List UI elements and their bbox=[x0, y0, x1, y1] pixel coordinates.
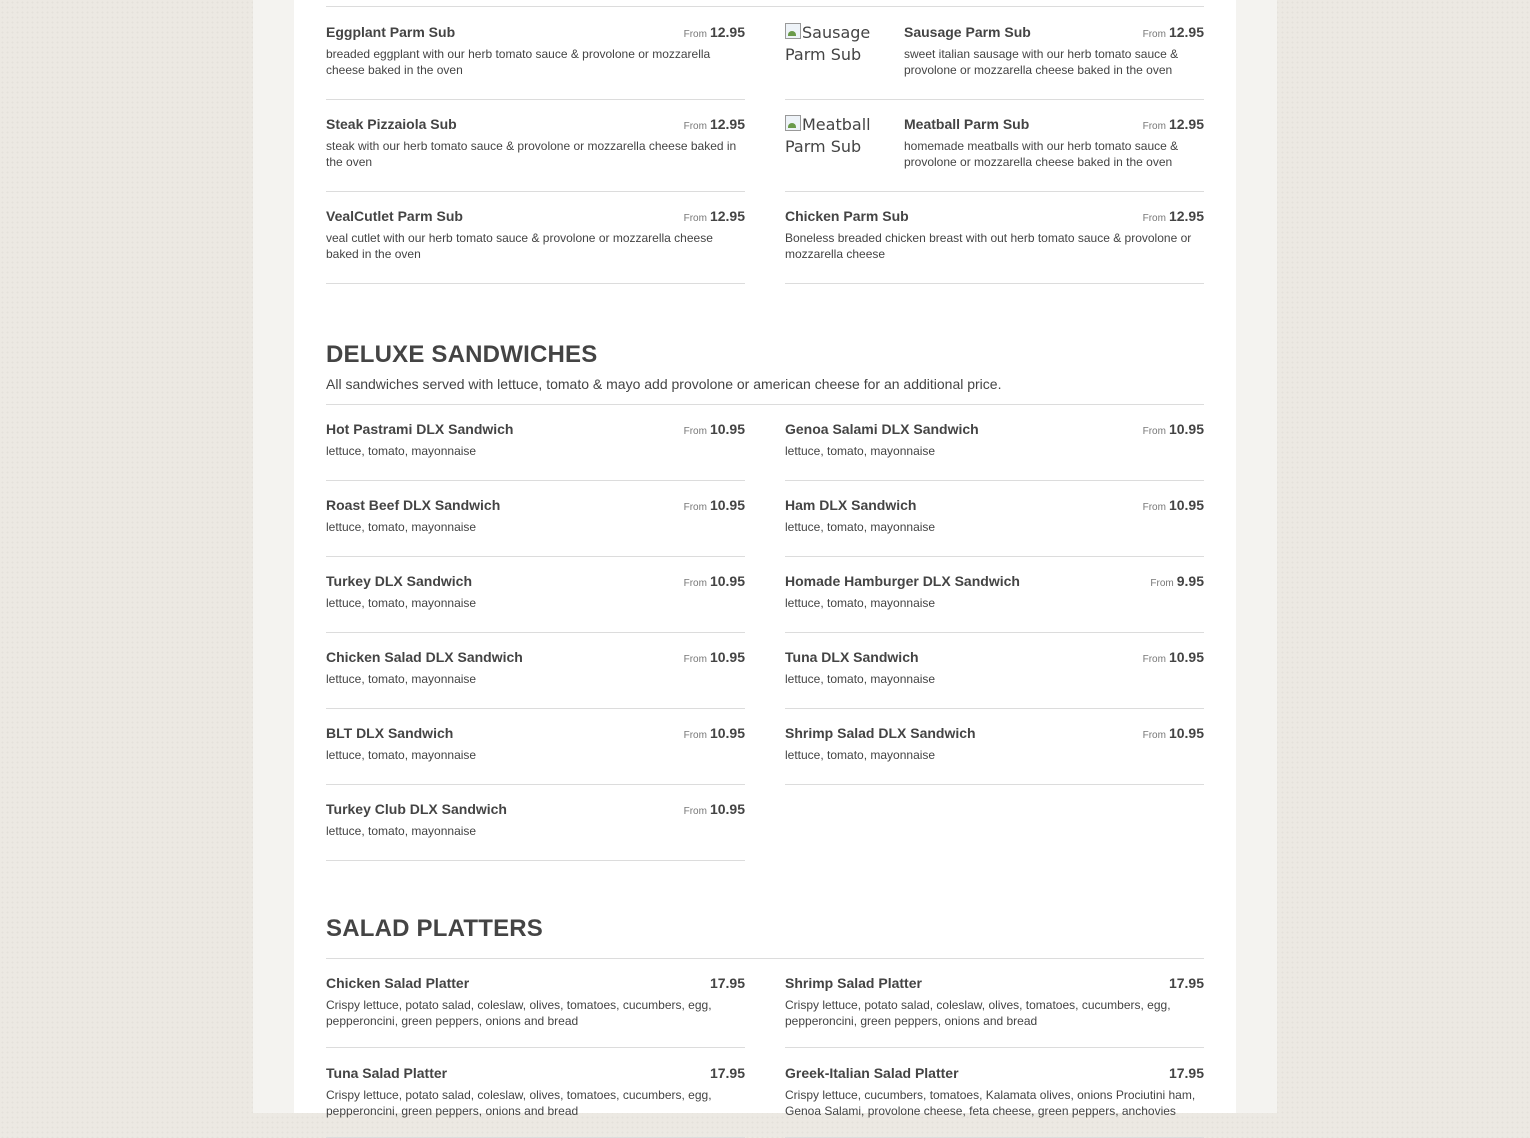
price-value: 9.95 bbox=[1176, 573, 1204, 589]
item-price bbox=[1143, 116, 1204, 132]
subs-right-column bbox=[785, 24, 1204, 284]
price-value: 10.95 bbox=[709, 421, 745, 437]
price-from-label: From bbox=[1142, 426, 1166, 437]
menu-item[interactable] bbox=[326, 573, 745, 633]
item-name: Turkey Club DLX Sandwich bbox=[326, 801, 507, 817]
item-name: Turkey DLX Sandwich bbox=[326, 573, 472, 589]
item-description: lettuce, tomato, mayonnaise bbox=[326, 444, 477, 458]
price-from-label: From bbox=[683, 654, 707, 665]
item-name: Tuna Salad Platter bbox=[326, 1065, 448, 1081]
price-value: 10.95 bbox=[709, 649, 745, 665]
price-from-label: From bbox=[1142, 730, 1166, 741]
item-price bbox=[1143, 208, 1204, 224]
price-value: 10.95 bbox=[1168, 421, 1204, 437]
item-name: Hot Pastrami DLX Sandwich bbox=[326, 421, 514, 437]
price-from-label: From bbox=[683, 806, 707, 817]
divider bbox=[326, 6, 1204, 7]
item-name: Tuna DLX Sandwich bbox=[785, 649, 919, 665]
item-price bbox=[1143, 421, 1204, 437]
item-price bbox=[684, 801, 745, 817]
deluxe-left-column bbox=[326, 421, 745, 861]
item-name: Eggplant Parm Sub bbox=[326, 24, 456, 40]
price-from-label: From bbox=[683, 502, 707, 513]
section-title: DELUXE SANDWICHES bbox=[326, 341, 598, 368]
item-price bbox=[684, 497, 745, 513]
price-from-label: From bbox=[1142, 213, 1166, 224]
item-name: Steak Pizzaiola Sub bbox=[326, 116, 457, 132]
item-name: Roast Beef DLX Sandwich bbox=[326, 497, 501, 513]
price-from-label: From bbox=[683, 426, 707, 437]
item-description: Boneless breaded chicken breast with out herb tomato sauce & provolone or mozzarella cheese bbox=[785, 231, 1192, 261]
item-description: lettuce, tomato, mayonnaise bbox=[785, 748, 936, 762]
broken-image-icon bbox=[785, 115, 801, 131]
price-value: 12.95 bbox=[1168, 24, 1204, 40]
item-description: Crispy lettuce, cucumbers, tomatoes, Kalamata olives, onions Prociutini ham, Genoa Salami, provolone cheese, feta cheese, green peppers, anchovies bbox=[785, 1088, 1196, 1118]
subs-left-column bbox=[326, 24, 745, 284]
image-alt-text: Meatball Parm Sub bbox=[785, 115, 871, 156]
item-price bbox=[710, 975, 745, 991]
item-description: Crispy lettuce, potato salad, coleslaw, olives, tomatoes, cucumbers, egg, pepperoncini, green peppers, onions and bread bbox=[785, 998, 1171, 1028]
image-alt-text: Sausage Parm Sub bbox=[785, 23, 871, 64]
item-name: BLT DLX Sandwich bbox=[326, 725, 454, 741]
item-price bbox=[1143, 725, 1204, 741]
menu-item[interactable] bbox=[785, 573, 1204, 633]
item-name: Meatball Parm Sub bbox=[904, 116, 1030, 132]
item-price bbox=[684, 421, 745, 437]
section-divider bbox=[326, 404, 1204, 405]
item-description: lettuce, tomato, mayonnaise bbox=[326, 824, 477, 838]
menu-item[interactable] bbox=[785, 208, 1204, 284]
item-name: Shrimp Salad Platter bbox=[785, 975, 922, 991]
item-description: sweet italian sausage with our herb tomato sauce & provolone or mozzarella cheese baked in the oven bbox=[904, 47, 1179, 77]
item-name: Chicken Salad DLX Sandwich bbox=[326, 649, 523, 665]
item-description: veal cutlet with our herb tomato sauce & provolone or mozzarella cheese baked in the oven bbox=[326, 231, 713, 261]
broken-image-icon bbox=[785, 23, 801, 39]
menu-item[interactable] bbox=[785, 649, 1204, 709]
menu-item[interactable] bbox=[326, 116, 745, 192]
price-value: 10.95 bbox=[709, 573, 745, 589]
item-name: Greek-Italian Salad Platter bbox=[785, 1065, 959, 1081]
price-value: 12.95 bbox=[709, 116, 745, 132]
item-price bbox=[1143, 497, 1204, 513]
item-name: VealCutlet Parm Sub bbox=[326, 208, 463, 224]
menu-item[interactable] bbox=[326, 1065, 745, 1138]
menu-item[interactable] bbox=[785, 975, 1204, 1048]
price-from-label: From bbox=[683, 213, 707, 224]
menu-item[interactable] bbox=[326, 497, 745, 557]
menu-item[interactable] bbox=[326, 421, 745, 481]
price-from-label: From bbox=[683, 29, 707, 40]
menu-item[interactable] bbox=[326, 975, 745, 1048]
item-description: lettuce, tomato, mayonnaise bbox=[785, 672, 936, 686]
price-value: 12.95 bbox=[709, 24, 745, 40]
item-name: Chicken Salad Platter bbox=[326, 975, 470, 991]
item-image-broken[interactable] bbox=[785, 22, 895, 66]
section-divider bbox=[326, 958, 1204, 959]
item-description: breaded eggplant with our herb tomato sauce & provolone or mozzarella cheese baked in the oven bbox=[326, 47, 711, 77]
item-description: lettuce, tomato, mayonnaise bbox=[785, 444, 936, 458]
item-name: Genoa Salami DLX Sandwich bbox=[785, 421, 979, 437]
platters-left-column bbox=[326, 975, 745, 1138]
item-price bbox=[1143, 24, 1204, 40]
price-value: 17.95 bbox=[709, 975, 745, 991]
menu-item[interactable] bbox=[785, 497, 1204, 557]
price-value: 10.95 bbox=[709, 497, 745, 513]
menu-item[interactable] bbox=[785, 24, 1204, 100]
section-subtitle: All sandwiches served with lettuce, tomato & mayo add provolone or american cheese for an additional price. bbox=[326, 376, 1002, 392]
price-value: 10.95 bbox=[709, 725, 745, 741]
price-from-label: From bbox=[1142, 654, 1166, 665]
item-name: Ham DLX Sandwich bbox=[785, 497, 917, 513]
price-from-label: From bbox=[1142, 29, 1166, 40]
item-price bbox=[1150, 573, 1204, 589]
price-from-label: From bbox=[683, 730, 707, 741]
item-price bbox=[710, 1065, 745, 1081]
price-value: 10.95 bbox=[1168, 649, 1204, 665]
platters-right-column bbox=[785, 975, 1204, 1138]
item-price bbox=[684, 649, 745, 665]
item-image-broken[interactable] bbox=[785, 114, 895, 158]
price-value: 10.95 bbox=[1168, 497, 1204, 513]
price-from-label: From bbox=[1142, 502, 1166, 513]
price-value: 12.95 bbox=[709, 208, 745, 224]
item-description: lettuce, tomato, mayonnaise bbox=[785, 596, 936, 610]
item-description: Crispy lettuce, potato salad, coleslaw, olives, tomatoes, cucumbers, egg, pepperoncini, green peppers, onions and bread bbox=[326, 1088, 712, 1118]
price-from-label: From bbox=[683, 578, 707, 589]
item-description: lettuce, tomato, mayonnaise bbox=[326, 672, 477, 686]
deluxe-right-column bbox=[785, 421, 1204, 785]
menu-item[interactable] bbox=[326, 649, 745, 709]
menu-item[interactable] bbox=[785, 1065, 1204, 1138]
price-value: 12.95 bbox=[1168, 116, 1204, 132]
menu-item[interactable] bbox=[785, 116, 1204, 192]
item-price bbox=[684, 208, 745, 224]
price-value: 17.95 bbox=[1168, 1065, 1204, 1081]
item-price bbox=[684, 573, 745, 589]
price-value: 17.95 bbox=[1168, 975, 1204, 991]
price-value: 12.95 bbox=[1168, 208, 1204, 224]
price-from-label: From bbox=[1142, 121, 1166, 132]
item-name: Shrimp Salad DLX Sandwich bbox=[785, 725, 976, 741]
item-description: lettuce, tomato, mayonnaise bbox=[326, 596, 477, 610]
item-price bbox=[684, 725, 745, 741]
price-value: 10.95 bbox=[709, 801, 745, 817]
menu-item[interactable] bbox=[326, 801, 745, 861]
item-price bbox=[1169, 1065, 1204, 1081]
item-description: lettuce, tomato, mayonnaise bbox=[326, 520, 477, 534]
menu-item[interactable] bbox=[785, 725, 1204, 785]
item-description: homemade meatballs with our herb tomato sauce & provolone or mozzarella cheese baked in the oven bbox=[904, 139, 1179, 169]
item-description: lettuce, tomato, mayonnaise bbox=[785, 520, 936, 534]
menu-item[interactable] bbox=[326, 208, 745, 284]
menu-item[interactable] bbox=[326, 24, 745, 100]
item-description: lettuce, tomato, mayonnaise bbox=[326, 748, 477, 762]
item-price bbox=[684, 116, 745, 132]
item-description: Crispy lettuce, potato salad, coleslaw, olives, tomatoes, cucumbers, egg, pepperoncini, green peppers, onions and bread bbox=[326, 998, 712, 1028]
menu-item[interactable] bbox=[785, 421, 1204, 481]
item-name: Chicken Parm Sub bbox=[785, 208, 909, 224]
item-name: Homade Hamburger DLX Sandwich bbox=[785, 573, 1020, 589]
menu-item[interactable] bbox=[326, 725, 745, 785]
item-price bbox=[1143, 649, 1204, 665]
item-name: Sausage Parm Sub bbox=[904, 24, 1031, 40]
item-price bbox=[684, 24, 745, 40]
price-value: 17.95 bbox=[709, 1065, 745, 1081]
price-from-label: From bbox=[1150, 578, 1174, 589]
item-price bbox=[1169, 975, 1204, 991]
item-description: steak with our herb tomato sauce & provolone or mozzarella cheese baked in the oven bbox=[326, 139, 737, 169]
price-value: 10.95 bbox=[1168, 725, 1204, 741]
section-title: SALAD PLATTERS bbox=[326, 915, 544, 942]
price-from-label: From bbox=[683, 121, 707, 132]
